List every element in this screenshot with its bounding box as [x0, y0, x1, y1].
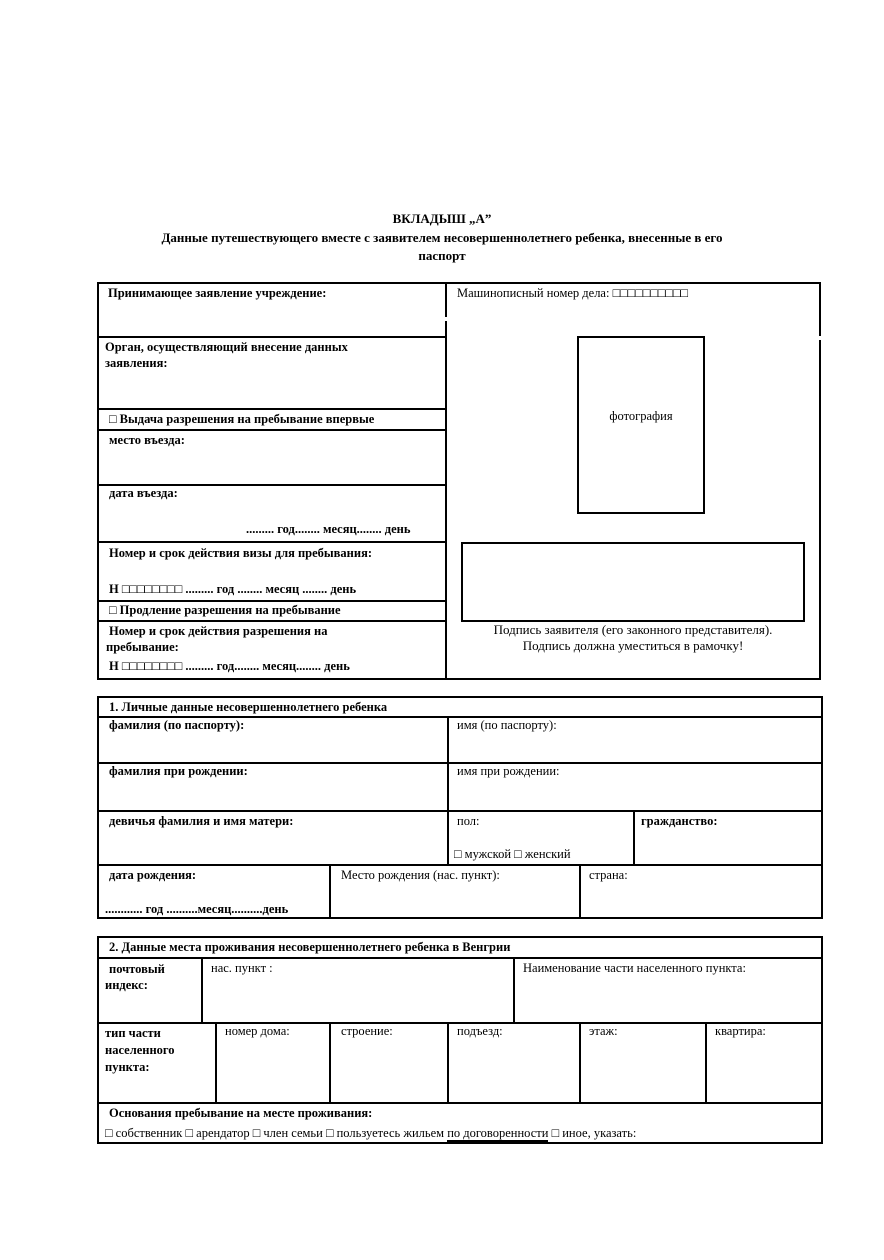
form-subtitle-cont: паспорт	[418, 248, 466, 263]
grounds-label: Основания пребывание на месте проживания:	[109, 1106, 373, 1120]
postal-code-label: почтовый	[109, 962, 165, 976]
signature-box[interactable]	[461, 542, 805, 622]
birth-date-fill[interactable]: ............ год ..........месяц..........день	[105, 902, 289, 916]
apartment-label: квартира:	[715, 1024, 766, 1038]
entry-place-label: место въезда:	[109, 433, 185, 447]
form-title: ВКЛАДЫШ „A”	[392, 211, 492, 226]
birth-name-label: имя при рождении:	[457, 764, 560, 778]
locality-part-label: Наименование части населенного пункта:	[523, 961, 746, 975]
floor-label: этаж:	[589, 1024, 618, 1038]
entry-date-label: дата въезда:	[109, 486, 178, 500]
part-type-label-3: пункта:	[105, 1060, 150, 1074]
permit-label: Номер и срок действия разрешения на	[109, 624, 328, 638]
locality-label: нас. пункт :	[211, 961, 273, 975]
postal-code-label-cont: индекс:	[105, 978, 148, 992]
entrance-label: подъезд:	[457, 1024, 503, 1038]
sex-options[interactable]: □ мужской □ женский	[454, 847, 571, 861]
form-subtitle: Данные путешествующего вместе с заявителем несовершеннолетнего ребенка, внесенные в его	[161, 230, 723, 245]
building-label: строение:	[341, 1024, 393, 1038]
signature-note-cont: Подпись должна уместиться в рамочку!	[522, 638, 744, 653]
grounds-options-main[interactable]: □ собственник □ арендатор □ член семьи □ пользуетесь жильем	[105, 1126, 448, 1140]
visa-label: Номер и срок действия визы для пребывания:	[109, 546, 373, 560]
permit-fill[interactable]: Н □□□□□□□□ ......... год........ месяц........ день	[109, 659, 350, 673]
part-type-label: тип части	[105, 1026, 161, 1040]
photo-box[interactable]	[577, 336, 705, 514]
citizenship-label: гражданство:	[641, 814, 718, 828]
grounds-options[interactable]	[105, 1125, 636, 1141]
surname-label: фамилия (по паспорту):	[109, 718, 245, 732]
entry-date-fill[interactable]: ......... год........ месяц........ день	[246, 522, 411, 536]
authority-label-cont: заявления:	[105, 356, 168, 370]
country-label: страна:	[589, 868, 628, 882]
birth-date-label: дата рождения:	[109, 868, 197, 882]
birth-surname-label: фамилия при рождении:	[109, 764, 248, 778]
house-number-label: номер дома:	[225, 1024, 290, 1038]
section1-title: 1. Личные данные несовершеннолетнего ребенка	[109, 700, 388, 714]
sex-label: пол:	[457, 814, 480, 828]
birth-place-label: Место рождения (нас. пункт):	[341, 868, 500, 882]
part-type-label-2: населенного	[105, 1043, 175, 1057]
visa-fill[interactable]: Н □□□□□□□□ ......... год ........ месяц ........ день	[109, 582, 357, 596]
grounds-option-agreement[interactable]: по договоренности	[447, 1126, 548, 1143]
signature-note: Подпись заявителя (его законного представителя).	[493, 622, 773, 637]
first-permit-checkbox[interactable]: □ Выдача разрешения на пребывание впервые	[109, 412, 375, 426]
authority-label: Орган, осуществляющий внесение данных	[105, 340, 348, 354]
case-number-field[interactable]: Машинописный номер дела: □□□□□□□□□□	[457, 286, 689, 300]
extension-checkbox[interactable]: □ Продление разрешения на пребывание	[109, 603, 341, 617]
receiving-office-label: Принимающее заявление учреждение:	[108, 286, 327, 300]
photo-label: фотография	[609, 409, 673, 423]
permit-label-cont: пребывание:	[106, 640, 179, 654]
mother-name-label: девичья фамилия и имя матери:	[109, 814, 294, 828]
grounds-option-other[interactable]: □ иное, указать:	[548, 1126, 637, 1140]
section2-title: 2. Данные места проживания несовершеннолетнего ребенка в Венгрии	[109, 940, 511, 954]
name-label: имя (по паспорту):	[457, 718, 557, 732]
